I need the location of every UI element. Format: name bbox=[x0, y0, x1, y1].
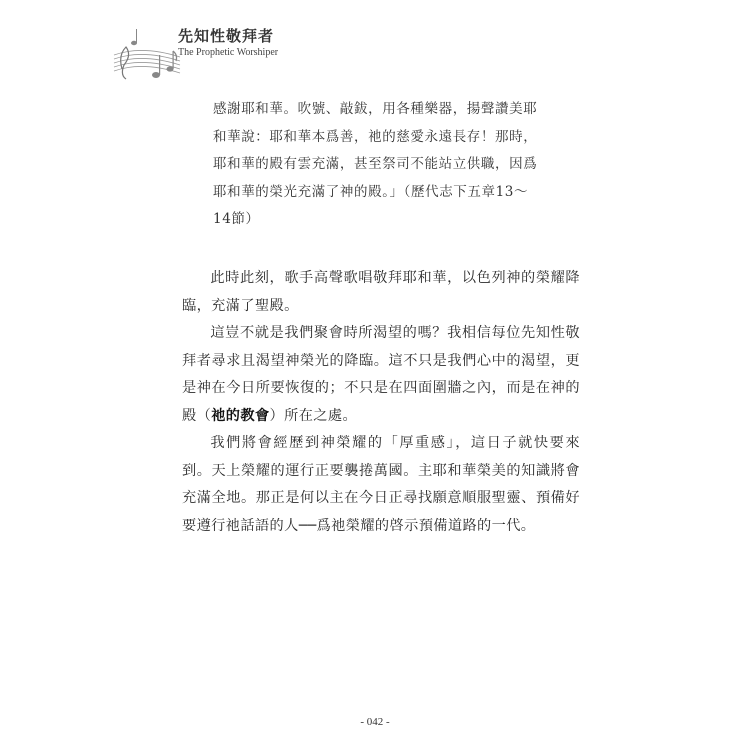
paragraph-2 bbox=[182, 320, 580, 430]
quote-line: 14節） bbox=[213, 211, 260, 227]
paragraph-2-text-a: 這豈不就是我們聚會時所渴望的嗎？我相信每位先知性敬拜者尋求且渴望神榮光的降臨。這不只是我們心中的渴望，更是神在今日所要恢復的；不只是在四面圍牆之內，而是在神的殿（ bbox=[182, 325, 580, 424]
paragraph-2-text-b: ）所在之處。 bbox=[269, 407, 358, 424]
music-notes-staff-icon bbox=[112, 25, 182, 85]
running-header bbox=[112, 25, 412, 105]
quote-line: 耶和華的榮光充滿了神的殿。」（歷代志下五章13～ bbox=[213, 183, 529, 200]
body-text bbox=[182, 265, 580, 540]
header-title-zh: 先知性敬拜者 bbox=[178, 27, 275, 45]
quote-line: 感謝耶和華。吹號、敲鈸，用各種樂器，揚聲讚美耶 bbox=[213, 101, 538, 117]
paragraph-1: 此時此刻，歌手高聲歌唱敬拜耶和華，以色列神的榮耀降臨，充滿了聖殿。 bbox=[182, 270, 580, 314]
paragraph-3: 我們將會經歷到神榮耀的「厚重感」，這日子就快要來到。天上榮耀的運行正要襲捲萬國。主耶和華榮美的知識將會充滿全地。那正是何以主在今日正尋找願意順服聖靈、預備好要遵行祂話語的人──爲祂榮耀的啓示預備道路的一代。 bbox=[182, 435, 580, 534]
page-number: - 042 - bbox=[360, 716, 390, 728]
header-title-en: The Prophetic Worshiper bbox=[178, 47, 279, 58]
quote-line: 和華說：耶和華本爲善，祂的慈愛永遠長存！那時， bbox=[213, 128, 538, 145]
emphasis-his-church: 祂的教會 bbox=[211, 407, 270, 424]
quote-line: 耶和華的殿有雲充滿，甚至祭司不能站立供職，因爲 bbox=[213, 156, 538, 172]
scripture-quote bbox=[213, 96, 578, 234]
